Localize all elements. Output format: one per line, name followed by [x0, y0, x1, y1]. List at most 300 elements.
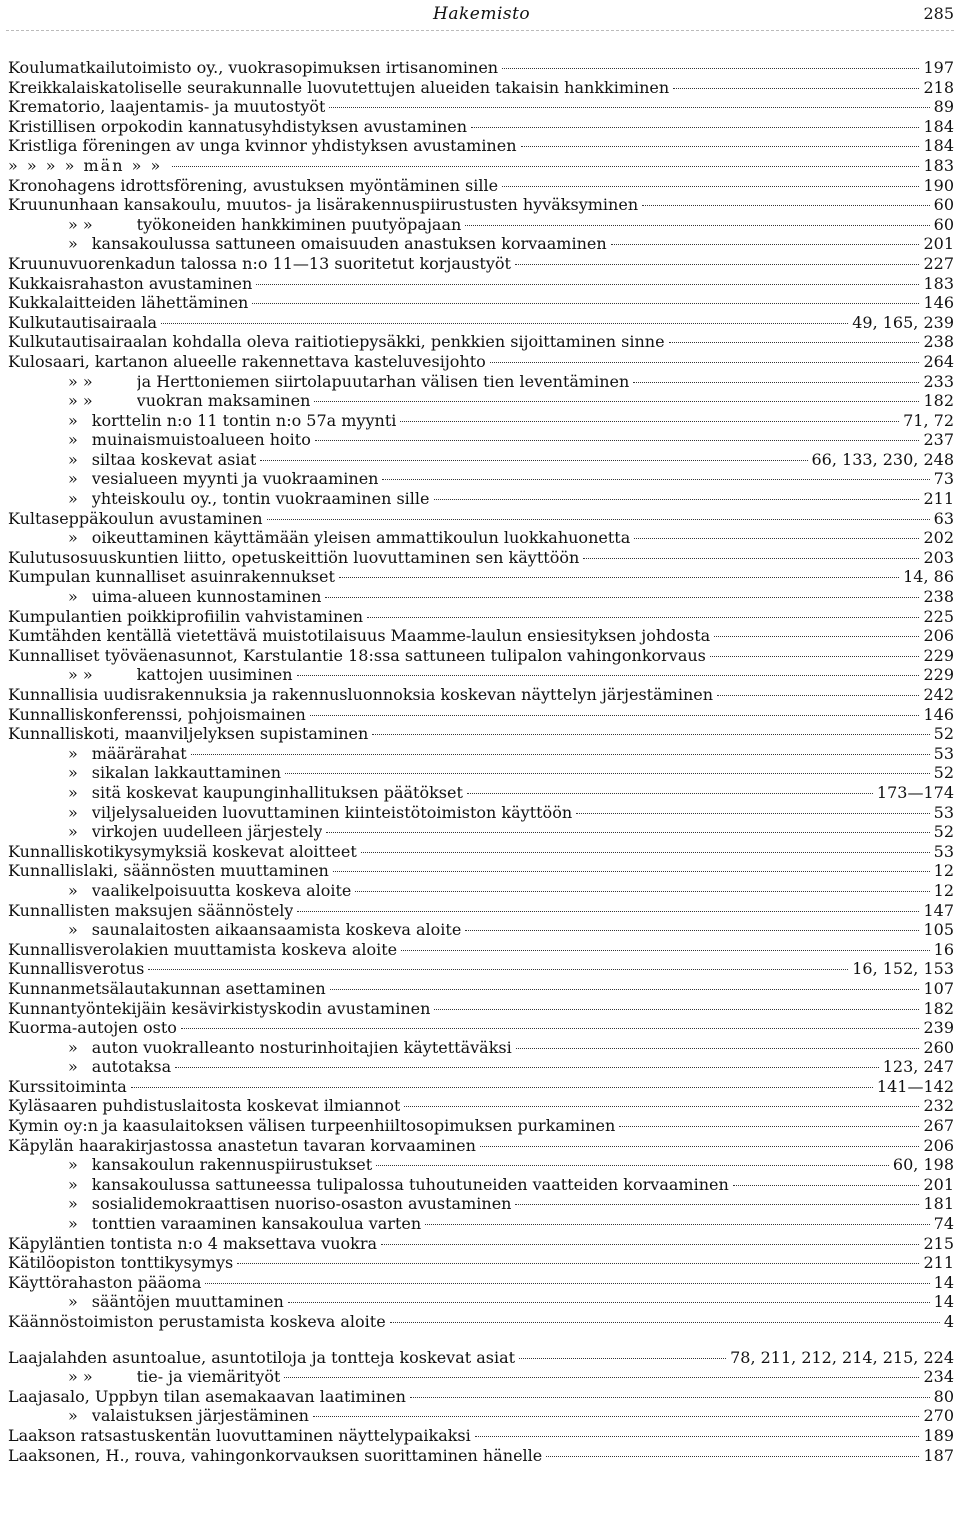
index-entry [8, 372, 954, 392]
entry-text: sosialidemokraattisen nuoriso-osaston avustaminen [91, 1194, 512, 1214]
page-header [0, 0, 960, 34]
index-entry [8, 1234, 954, 1254]
dot-leader [329, 107, 929, 108]
entry-page-numbers: 52 [933, 724, 954, 744]
index-entry [8, 1367, 954, 1387]
ditto-mark: » [68, 449, 78, 469]
index-entry [8, 842, 954, 862]
index-entry [8, 117, 954, 137]
entry-text: Kunnanmetsälautakunnan asettaminen [8, 978, 326, 998]
dot-leader [297, 911, 919, 912]
entry-page-numbers: 60 [933, 214, 954, 234]
dot-leader [519, 1358, 726, 1359]
entry-page-numbers: 52 [933, 822, 954, 842]
index-entry [8, 528, 954, 548]
entry-text: Laajalahden asuntoalue, asuntotiloja ja tontteja koskevat asiat [8, 1347, 516, 1367]
index-entry [8, 215, 954, 235]
entry-text: Kunnalliset työväenasunnot, Karstulantie 18:ssa sattuneen tulipalon vahingonkorvaus [8, 645, 706, 665]
ditto-mark: » [68, 802, 78, 822]
index-entry [8, 940, 954, 960]
dot-leader [237, 1263, 919, 1264]
ditto-mark: » » [68, 391, 93, 411]
index-entry [8, 391, 954, 411]
entry-text: vesialueen myynti ja vuokraaminen [91, 469, 379, 489]
entry-text: muinaismuistoalueen hoito [91, 430, 311, 450]
dot-leader [297, 675, 920, 676]
entry-text: siltaa koskevat asiat [91, 449, 257, 469]
ditto-mark: » [68, 782, 78, 802]
ditto-mark: » [68, 528, 78, 548]
ditto-mark: » [68, 763, 78, 783]
entry-page-numbers: 184 [923, 116, 954, 136]
entry-page-numbers: 260 [923, 1037, 954, 1057]
entry-page-numbers: 16 [933, 939, 954, 959]
entry-page-numbers: 183 [923, 155, 954, 175]
dot-leader [633, 382, 919, 383]
dot-leader [148, 969, 848, 970]
entry-text: Kulkutautisairaala [8, 312, 158, 332]
index-entry [8, 1194, 954, 1214]
entry-page-numbers: 123, 247 [882, 1057, 954, 1077]
section-gap [8, 1332, 954, 1348]
entry-text: Kukkalaitteiden lähettäminen [8, 293, 249, 313]
entry-page-numbers: 49, 165, 239 [852, 312, 954, 332]
entry-page-numbers: 206 [923, 626, 954, 646]
entry-page-numbers: 141—142 [876, 1076, 954, 1096]
ditto-mark: » [68, 469, 78, 489]
ditto-mark: » » » » män » » [8, 155, 163, 175]
entry-page-numbers: 60 [933, 195, 954, 215]
ditto-mark: » » [68, 665, 93, 685]
entry-text: virkojen uudelleen järjestely [91, 822, 323, 842]
dot-leader [673, 88, 919, 89]
entry-page-numbers: 238 [923, 332, 954, 352]
dot-leader [326, 832, 929, 833]
entry-text: Kyläsaaren puhdistuslaitosta koskevat ilmiannot [8, 1096, 401, 1116]
ditto-mark: » [68, 410, 78, 430]
dot-leader [400, 421, 899, 422]
index-entry [8, 1214, 954, 1234]
entry-page-numbers: 218 [923, 77, 954, 97]
entry-page-numbers: 206 [923, 1135, 954, 1155]
entry-text: Kunnalliskonferenssi, pohjoismainen [8, 704, 306, 724]
entry-text: Kultaseppäkoulun avustaminen [8, 508, 263, 528]
ditto-mark: » [68, 920, 78, 940]
entry-text: kansakoulussa sattuneessa tulipalossa tuhoutuneiden vaatteiden korvaaminen [91, 1174, 729, 1194]
entry-text: Kunnallislaki, säännösten muuttaminen [8, 861, 329, 881]
dot-leader [382, 479, 929, 480]
dot-leader [516, 1048, 920, 1049]
dot-leader [355, 891, 929, 892]
entry-text: sitä koskevat kaupunginhallituksen päätökset [91, 782, 463, 802]
entry-text: yhteiskoulu oy., tontin vuokraaminen sille [91, 489, 430, 509]
dot-leader [172, 166, 919, 167]
index-entry [8, 881, 954, 901]
dot-leader [381, 1244, 919, 1245]
entry-page-numbers: 182 [923, 998, 954, 1018]
ditto-mark: » [68, 822, 78, 842]
entry-page-numbers: 232 [923, 1096, 954, 1116]
index-entry [8, 665, 954, 685]
entry-text: Kunnallisia uudisrakennuksia ja rakennusluonnoksia koskevan näyttelyn järjestäminen [8, 685, 714, 704]
entry-page-numbers: 66, 133, 230, 248 [811, 449, 954, 469]
dot-leader [669, 342, 920, 343]
index-entry-list [8, 58, 954, 1465]
entry-page-numbers: 14, 86 [903, 567, 954, 587]
entry-text: Kulosaari, kartanon alueelle rakennettava kasteluvesijohto [8, 351, 486, 371]
index-entry [8, 1136, 954, 1156]
entry-text: sääntöjen muuttaminen [91, 1292, 284, 1312]
entry-page-numbers: 52 [933, 763, 954, 783]
index-entry [8, 1273, 954, 1293]
entry-text: Laaksonen, H., rouva, vahingonkorvauksen suorittaminen hänelle [8, 1445, 543, 1465]
ditto-mark: » [68, 1406, 78, 1426]
dot-leader [490, 362, 920, 363]
index-entry [8, 607, 954, 627]
entry-text: uima-alueen kunnostaminen [91, 587, 322, 607]
entry-text: kansakoulun rakennuspiirustukset [91, 1155, 373, 1175]
index-entry [8, 313, 954, 333]
index-entry [8, 332, 954, 352]
entry-page-numbers: 53 [933, 841, 954, 861]
dot-leader [161, 323, 848, 324]
entry-text: oikeuttaminen käyttämään yleisen ammattikoulun luokkahuonetta [91, 528, 631, 548]
entry-page-numbers: 74 [933, 1214, 954, 1234]
entry-page-numbers: 238 [923, 587, 954, 607]
dot-leader [410, 1397, 930, 1398]
entry-page-numbers: 16, 152, 153 [852, 959, 954, 979]
dot-leader [372, 734, 929, 735]
entry-page-numbers: 53 [933, 802, 954, 822]
index-entry [8, 1175, 954, 1195]
entry-page-numbers: 105 [923, 920, 954, 940]
entry-page-numbers: 229 [923, 665, 954, 685]
entry-text: Kurssitoiminta [8, 1076, 127, 1096]
index-entry [8, 763, 954, 783]
dot-leader [434, 1009, 919, 1010]
ditto-mark: » » [68, 1367, 93, 1387]
entry-text: sikalan lakkauttaminen [91, 763, 282, 783]
dot-leader [310, 715, 920, 716]
index-entry [8, 861, 954, 881]
ditto-mark: » [68, 1292, 78, 1312]
dot-leader [325, 597, 919, 598]
entry-text: vaalikelpoisuutta koskeva aloite [91, 880, 352, 900]
entry-text: tie- ja viemärityöt [136, 1367, 281, 1387]
entry-text: Käyttörahaston pääoma [8, 1272, 202, 1292]
dot-leader [619, 1126, 919, 1127]
index-entry [8, 1292, 954, 1312]
index-entry [8, 1348, 954, 1368]
entry-page-numbers: 203 [923, 547, 954, 567]
dot-leader [717, 695, 919, 696]
dot-leader [314, 401, 919, 402]
index-entry [8, 567, 954, 587]
entry-text: Kumpulan kunnalliset asuinrakennukset [8, 567, 335, 587]
entry-text: Käpylän haarakirjastossa anastetun tavaran korvaaminen [8, 1135, 476, 1155]
entry-text: määrärahat [91, 743, 187, 763]
index-entry [8, 646, 954, 666]
entry-text: Kumpulantien poikkiprofiilin vahvistaminen [8, 606, 364, 626]
entry-page-numbers: 71, 72 [903, 410, 954, 430]
index-entry [8, 1253, 954, 1273]
index-entry [8, 1018, 954, 1038]
index-entry [8, 489, 954, 509]
entry-text: valaistuksen järjestäminen [91, 1406, 309, 1426]
entry-page-numbers: 181 [923, 1194, 954, 1214]
entry-page-numbers: 264 [923, 351, 954, 371]
dot-leader [576, 813, 930, 814]
entry-text: Käpyläntien tontista n:o 4 maksettava vuokra [8, 1233, 378, 1253]
entry-page-numbers: 189 [923, 1425, 954, 1445]
entry-text: Kunnallisten maksujen säännöstely [8, 900, 294, 920]
ditto-mark: » [68, 234, 78, 254]
dot-leader [131, 1087, 873, 1088]
index-entry [8, 78, 954, 98]
entry-text: Kruunuvuorenkadun talossa n:o 11—13 suoritetut korjaustyöt [8, 253, 511, 273]
dot-leader [205, 1283, 929, 1284]
entry-page-numbers: 78, 211, 212, 214, 215, 224 [730, 1347, 954, 1367]
entry-page-numbers: 225 [923, 606, 954, 626]
entry-page-numbers: 211 [923, 489, 954, 509]
entry-page-numbers: 147 [923, 900, 954, 920]
dot-leader [315, 440, 920, 441]
ditto-mark: » [68, 489, 78, 509]
entry-page-numbers: 173—174 [876, 782, 954, 802]
entry-page-numbers: 234 [923, 1367, 954, 1387]
index-entry [8, 136, 954, 156]
dot-leader [376, 1165, 889, 1166]
entry-page-numbers: 242 [923, 685, 954, 704]
entry-text: Kulkutautisairaalan kohdalla oleva raitiotiepysäkki, penkkien sijoittaminen sinne [8, 332, 665, 352]
dot-leader [425, 1224, 929, 1225]
index-entry [8, 469, 954, 489]
index-entry [8, 901, 954, 921]
dot-leader [339, 577, 899, 578]
entry-page-numbers: 270 [923, 1406, 954, 1426]
entry-text: korttelin n:o 11 tontin n:o 57a myynti [91, 410, 397, 430]
index-entry [8, 254, 954, 274]
index-entry [8, 959, 954, 979]
ditto-mark: » [68, 1174, 78, 1194]
index-entry [8, 176, 954, 196]
dot-leader [330, 989, 920, 990]
entry-page-numbers: 227 [923, 253, 954, 273]
dot-leader [256, 284, 919, 285]
entry-text: Kymin oy:n ja kaasulaitoksen välisen turpeenhiiltosopimuksen purkaminen [8, 1116, 616, 1136]
index-entry [8, 509, 954, 529]
header-divider [6, 30, 954, 31]
index-entry [8, 783, 954, 803]
dot-leader [260, 460, 807, 461]
entry-text: Kumtähden kentällä vietettävä muistotilaisuus Maamme-laulun ensiesityksen johdosta [8, 626, 711, 646]
dot-leader [515, 1204, 919, 1205]
entry-page-numbers: 89 [933, 97, 954, 117]
entry-page-numbers: 107 [923, 978, 954, 998]
index-entry [8, 1116, 954, 1136]
dot-leader [252, 303, 919, 304]
dot-leader [467, 793, 873, 794]
index-entry [8, 920, 954, 940]
entry-text: autotaksa [91, 1057, 172, 1077]
dot-leader [285, 773, 930, 774]
dot-leader [475, 1436, 920, 1437]
dot-leader [434, 499, 920, 500]
index-entry [8, 803, 954, 823]
index-entry [8, 58, 954, 78]
index-entry [8, 293, 954, 313]
index-entry [8, 234, 954, 254]
entry-page-numbers: 182 [923, 391, 954, 411]
entry-text: Kristliga föreningen av unga kvinnor yhdistyksen avustaminen [8, 136, 517, 156]
index-entry [8, 744, 954, 764]
index-entry [8, 685, 954, 705]
entry-text: Kristillisen orpokodin kannatusyhdistyksen avustaminen [8, 116, 468, 136]
entry-page-numbers: 187 [923, 1445, 954, 1465]
entry-text: Kruununhaan kansakoulu, muutos- ja lisärakennuspiirustusten hyväksyminen [8, 195, 639, 215]
dot-leader [401, 950, 930, 951]
index-entry [8, 1446, 954, 1466]
dot-leader [175, 1067, 879, 1068]
entry-page-numbers: 267 [923, 1116, 954, 1136]
entry-text: Kukkaisrahaston avustaminen [8, 273, 253, 293]
index-entry [8, 1387, 954, 1407]
entry-page-numbers: 229 [923, 645, 954, 665]
dot-leader [361, 852, 930, 853]
index-entry [8, 626, 954, 646]
index-entry [8, 705, 954, 725]
index-entry [8, 1312, 954, 1332]
dot-leader [313, 1416, 919, 1417]
entry-page-numbers: 53 [933, 743, 954, 763]
dot-leader [733, 1185, 920, 1186]
dot-leader [404, 1106, 919, 1107]
ditto-mark: » » [68, 371, 93, 391]
entry-text: Laakson ratsastuskentän luovuttaminen näyttelypaikaksi [8, 1425, 471, 1445]
ditto-mark: » [68, 1155, 78, 1175]
entry-text: viljelysalueiden luovuttaminen kiinteistötoimiston käyttöön [91, 802, 573, 822]
dot-leader [288, 1302, 930, 1303]
entry-page-numbers: 233 [923, 371, 954, 391]
index-entry [8, 97, 954, 117]
index-entry [8, 430, 954, 450]
dot-leader [390, 1322, 940, 1323]
page-number: 285 [923, 4, 954, 23]
entry-text: tonttien varaaminen kansakoulua varten [91, 1214, 422, 1234]
dot-leader [583, 558, 919, 559]
dot-leader [181, 1028, 920, 1029]
entry-text: auton vuokralleanto nosturinhoitajien käytettäväksi [91, 1037, 512, 1057]
entry-text: kansakoulussa sattuneen omaisuuden anastuksen korvaaminen [91, 234, 607, 254]
entry-page-numbers: 63 [933, 508, 954, 528]
entry-page-numbers: 183 [923, 273, 954, 293]
entry-text: Kuorma-autojen osto [8, 1018, 177, 1038]
entry-page-numbers: 12 [933, 880, 954, 900]
entry-page-numbers: 184 [923, 136, 954, 156]
entry-text: Koulumatkailutoimisto oy., vuokrasopimuksen irtisanominen [8, 58, 499, 77]
index-entry [8, 450, 954, 470]
ditto-mark: » [68, 880, 78, 900]
entry-page-numbers: 4 [943, 1312, 954, 1331]
dot-leader [465, 225, 929, 226]
index-entry [8, 156, 954, 176]
dot-leader [480, 1146, 920, 1147]
dot-leader [714, 636, 919, 637]
entry-text: Kunnalliskoti, maanviljelyksen supistaminen [8, 724, 369, 744]
entry-text: saunalaitosten aikaansaamista koskeva aloite [91, 920, 462, 940]
ditto-mark: » [68, 430, 78, 450]
dot-leader [710, 656, 920, 657]
entry-text: Kronohagens idrottsförening, avustuksen myöntäminen sille [8, 175, 499, 195]
ditto-mark: » [68, 1214, 78, 1234]
entry-page-numbers: 14 [933, 1272, 954, 1292]
ditto-mark: » [68, 743, 78, 763]
ditto-mark: » » [68, 214, 93, 234]
entry-page-numbers: 146 [923, 293, 954, 313]
entry-page-numbers: 60, 198 [892, 1155, 954, 1175]
dot-leader [191, 754, 930, 755]
entry-text: Käännöstoimiston perustamista koskeva aloite [8, 1312, 386, 1331]
entry-text: Kunnalliskotikysymyksiä koskevat aloitteet [8, 841, 357, 861]
index-entry [8, 195, 954, 215]
index-entry [8, 1077, 954, 1097]
entry-text: Kulutusosuuskuntien liitto, opetuskeittiön luovuttaminen sen käyttöön [8, 547, 580, 567]
entry-text: Kunnallisverotus [8, 959, 145, 979]
dot-leader [367, 617, 919, 618]
dot-leader [515, 264, 919, 265]
index-entry [8, 999, 954, 1019]
index-entry [8, 1155, 954, 1175]
entry-text: Krematorio, laajentamis- ja muutostyöt [8, 97, 326, 117]
entry-text: Kätilöopiston tonttikysymys [8, 1253, 234, 1273]
entry-page-numbers: 146 [923, 704, 954, 724]
ditto-mark: » [68, 587, 78, 607]
entry-page-numbers: 197 [923, 58, 954, 77]
entry-page-numbers: 14 [933, 1292, 954, 1312]
entry-page-numbers: 202 [923, 528, 954, 548]
index-entry [8, 1096, 954, 1116]
index-entry [8, 587, 954, 607]
index-entry [8, 724, 954, 744]
dot-leader [546, 1456, 919, 1457]
entry-text: vuokran maksaminen [136, 391, 311, 411]
dot-leader [642, 205, 930, 206]
entry-page-numbers: 80 [933, 1386, 954, 1406]
entry-page-numbers: 73 [933, 469, 954, 489]
entry-page-numbers: 215 [923, 1233, 954, 1253]
entry-text: ja Herttoniemen siirtolapuutarhan välisen tien leventäminen [136, 371, 630, 391]
dot-leader [465, 930, 919, 931]
index-entry [8, 1057, 954, 1077]
entry-text: työkoneiden hankkiminen puutyöpajaan [136, 214, 462, 234]
entry-page-numbers: 201 [923, 234, 954, 254]
index-entry [8, 352, 954, 372]
entry-text: Kunnantyöntekijäin kesävirkistyskodin avustaminen [8, 998, 431, 1018]
entry-page-numbers: 12 [933, 861, 954, 881]
dot-leader [471, 127, 919, 128]
entry-text: Laajasalo, Uppbyn tilan asemakaavan laatiminen [8, 1386, 406, 1406]
dot-leader [284, 1377, 919, 1378]
index-entry [8, 1426, 954, 1446]
running-head-title: Hakemisto [433, 4, 531, 24]
entry-text: kattojen uusiminen [136, 665, 293, 685]
ditto-mark: » [68, 1057, 78, 1077]
dot-leader [611, 244, 920, 245]
dot-leader [267, 519, 930, 520]
dot-leader [333, 871, 930, 872]
ditto-mark: » [68, 1194, 78, 1214]
index-entry [8, 1406, 954, 1426]
